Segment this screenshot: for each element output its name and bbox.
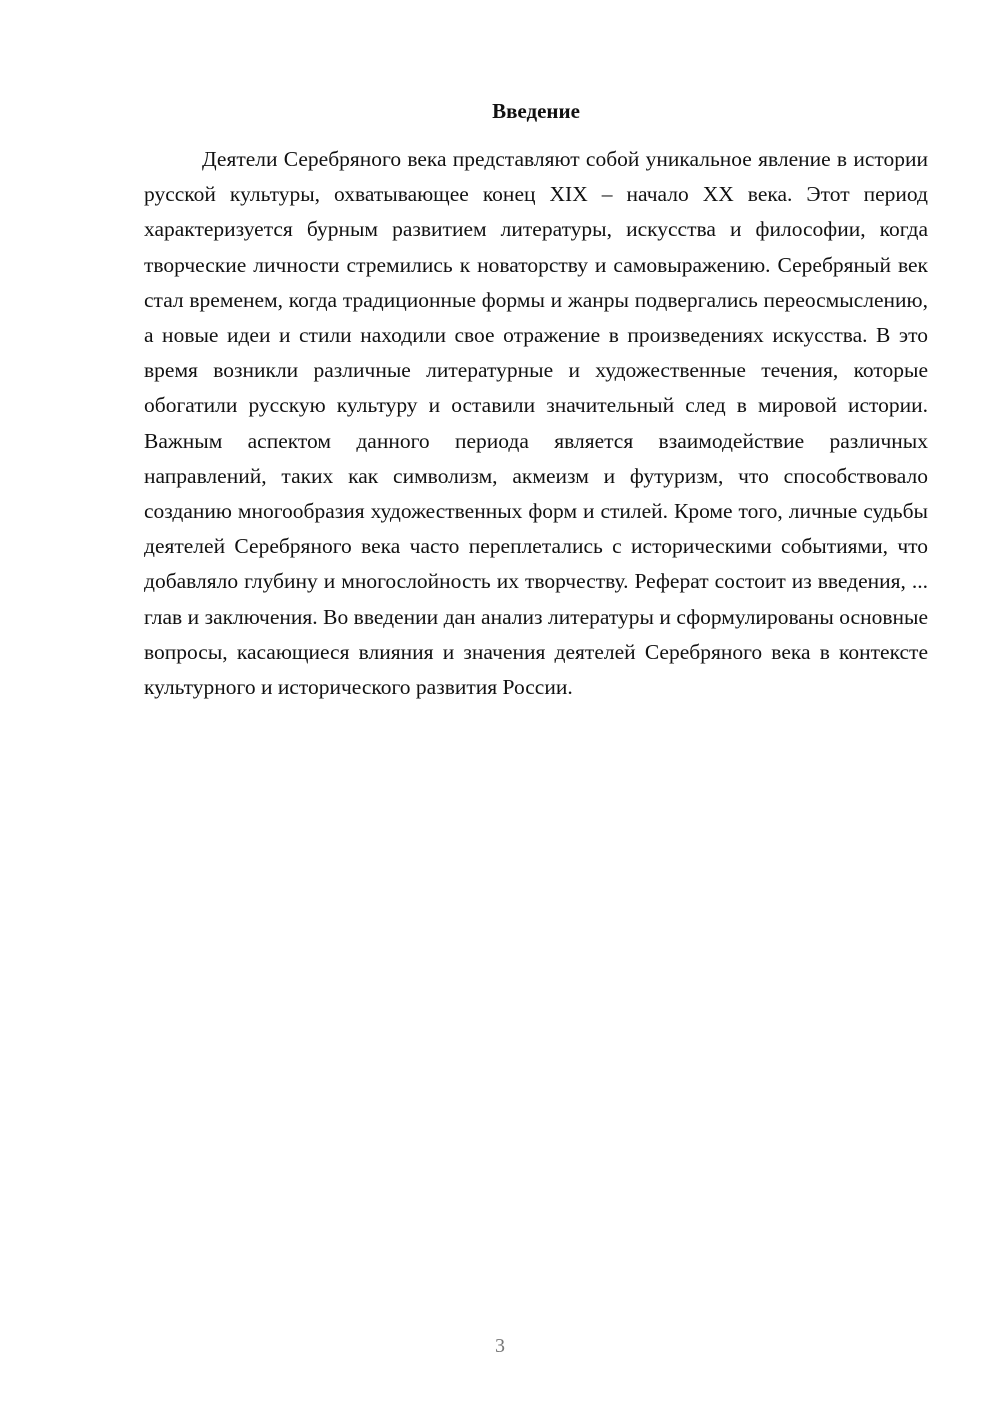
intro-paragraph: Деятели Серебряного века представляют собой уникальное явление в истории русской культуры, охватывающее конец XIX – начало XX века. Этот период характеризуется бурным развитием литературы, искусства и философии, когда творческие личности стремились к новаторству и самовыражению. Серебряный век стал временем, когда традиционные формы и жанры подвергались переосмыслению, а новые идеи и стили находили свое отражение в произведениях искусства. В это время возникли различные литературные и художественные течения, которые обогатили русскую культуру и оставили значительный след в мировой истории. Важным аспектом данного периода является взаимодействие различных направлений, таких как символизм, акмеизм и футуризм, что способствовало созданию многообразия художественных форм и стилей. Кроме того, личные судьбы деятелей Серебряного века часто переплетались с историческими событиями, что добавляло глубину и многослойность их творчеству. Реферат состоит из введения, ... глав и заключения. Во введении дан анализ литературы и сформулированы основные вопросы, касающиеся влияния и значения деятелей Серебряного века в контексте культурного и исторического развития России. <box>144 147 928 700</box>
page-number: 3 <box>495 1335 505 1357</box>
section-heading: Введение <box>492 99 580 123</box>
